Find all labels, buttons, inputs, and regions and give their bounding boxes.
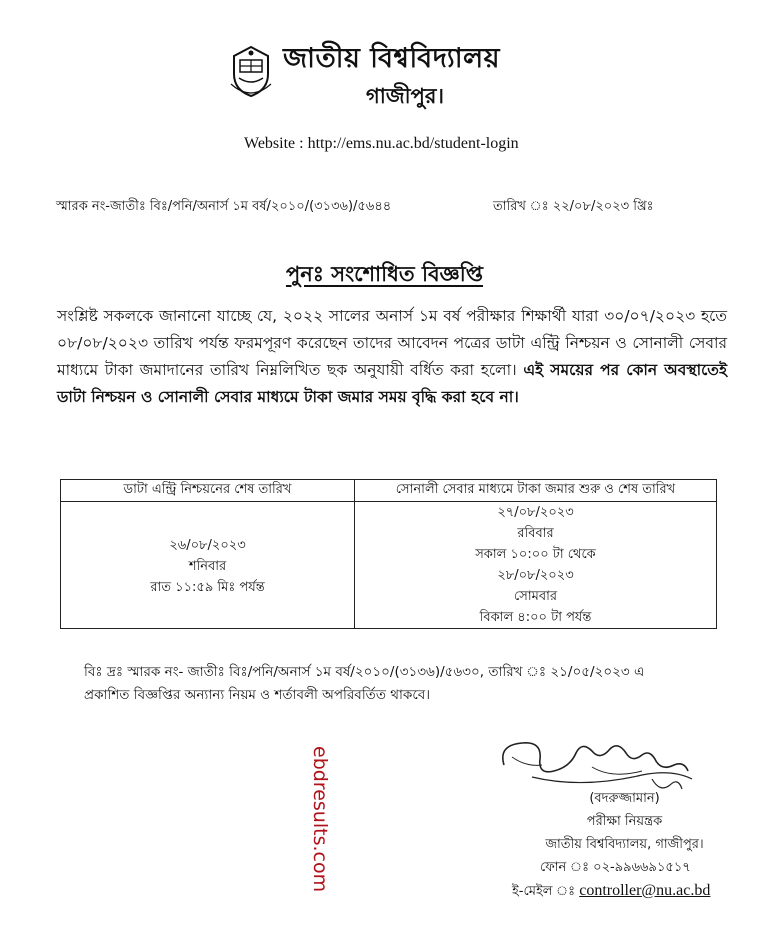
memo-date: তারিখ ঃ ২২/০৮/২০২৩ খ্রিঃ <box>493 199 654 214</box>
notice-title: পুনঃ সংশোধিত বিজ্ঞপ্তি <box>285 262 484 286</box>
email-label: ই-মেইল ঃ <box>512 884 580 899</box>
website-url: Website : http://ems.nu.ac.bd/student-login <box>244 135 519 152</box>
notice-body <box>57 303 727 411</box>
payment-period-cell <box>355 502 717 629</box>
signatory-office: জাতীয় বিশ্ববিদ্যালয়, গাজীপুর। <box>545 837 704 852</box>
deadline-date: ২৬/০৮/২০২৩ <box>169 538 246 553</box>
signatory-phone: ফোন ঃ ০২-৯৯৬৬৯১৫১৭ <box>540 860 691 875</box>
signatory-designation: পরীক্ষা নিয়ন্ত্রক <box>586 814 663 829</box>
deadline-day: শনিবার <box>188 559 227 574</box>
university-logo-icon <box>228 44 274 98</box>
watermark-text: ebdresults.com <box>309 746 331 893</box>
table-header-row <box>61 480 717 502</box>
payment-start-date: ২৭/০৮/২০২৩ <box>497 505 574 520</box>
schedule-table <box>60 479 717 629</box>
payment-end-date: ২৮/০৮/২০২৩ <box>497 568 574 583</box>
payment-end-day: সোমবার <box>513 589 557 604</box>
deadline-time: রাত ১১:৫৯ মিঃ পর্যন্ত <box>150 580 265 595</box>
signatory-block <box>512 787 737 903</box>
table-header-payment: সোনালী সেবার মাধ্যমে টাকা জমার শুরু ও শেষ তারিখ <box>355 480 717 502</box>
university-city: গাজীপুর। <box>366 84 444 108</box>
notice-body-bold: এই সময়ের পর কোন অবস্থাতেই ডাটা নিশ্চয়ন ও সোনালী সেবার মাধ্যমে টাকা জমার সময় বৃদ্ধি করা হবে না। <box>57 361 728 406</box>
footnote-line-1: বিঃ দ্রঃ স্মারক নং- জাতীঃ বিঃ/পনি/অনার্স ১ম বর্ষ/২০১০/(৩১৩৬)/৫৬৩০, তারিখ ঃ ২১/০৫/২০২৩ এ <box>84 664 645 680</box>
signatory-name: (বদরুজ্জামান) <box>589 791 660 806</box>
payment-start-day: রবিবার <box>517 526 554 541</box>
table-row <box>61 502 717 629</box>
watermark <box>306 742 336 897</box>
footnote-line-2: প্রকাশিত বিজ্ঞপ্তির অন্যান্য নিয়ম ও শর্তাবলী অপরিবর্তিত থাকবে। <box>84 687 431 703</box>
university-name: জাতীয় বিশ্ববিদ্যালয় <box>283 43 501 74</box>
footnote <box>84 661 684 707</box>
table-header-data-entry: ডাটা এন্ট্রি নিশ্চয়নের শেষ তারিখ <box>61 480 355 502</box>
data-entry-deadline-cell <box>61 502 355 629</box>
payment-end-time: বিকাল ৪:০০ টা পর্যন্ত <box>479 610 592 625</box>
payment-start-time: সকাল ১০:০০ টা থেকে <box>475 547 596 562</box>
notice-body-text: সংশ্লিষ্ট সকলকে জানানো যাচ্ছে যে, ২০২২ সালের অনার্স ১ম বর্ষ পরীক্ষার শিক্ষার্থী যারা ৩০/০৭/২০২৩ হতে ০৮/০৮/২০২৩ তারিখ পর্যন্ত ফরমপূরণ করেছেন তাদের আবেদন পত্রের ডাটা এন্ট্রি নিশ্চয়ন ও সোনালী সেবার মাধ্যমে টাকা জমাদানের তারিখ নিম্নলিখিত ছক অনুযায়ী বর্ধিত করা হলো। <box>57 307 727 379</box>
signatory-email-row <box>512 879 737 903</box>
memo-reference: স্মারক নং-জাতীঃ বিঃ/পনি/অনার্স ১ম বর্ষ/২০১০/(৩১৩৬)/৫৬৪৪ <box>56 199 392 214</box>
email-link[interactable]: controller@nu.ac.bd <box>579 882 711 899</box>
